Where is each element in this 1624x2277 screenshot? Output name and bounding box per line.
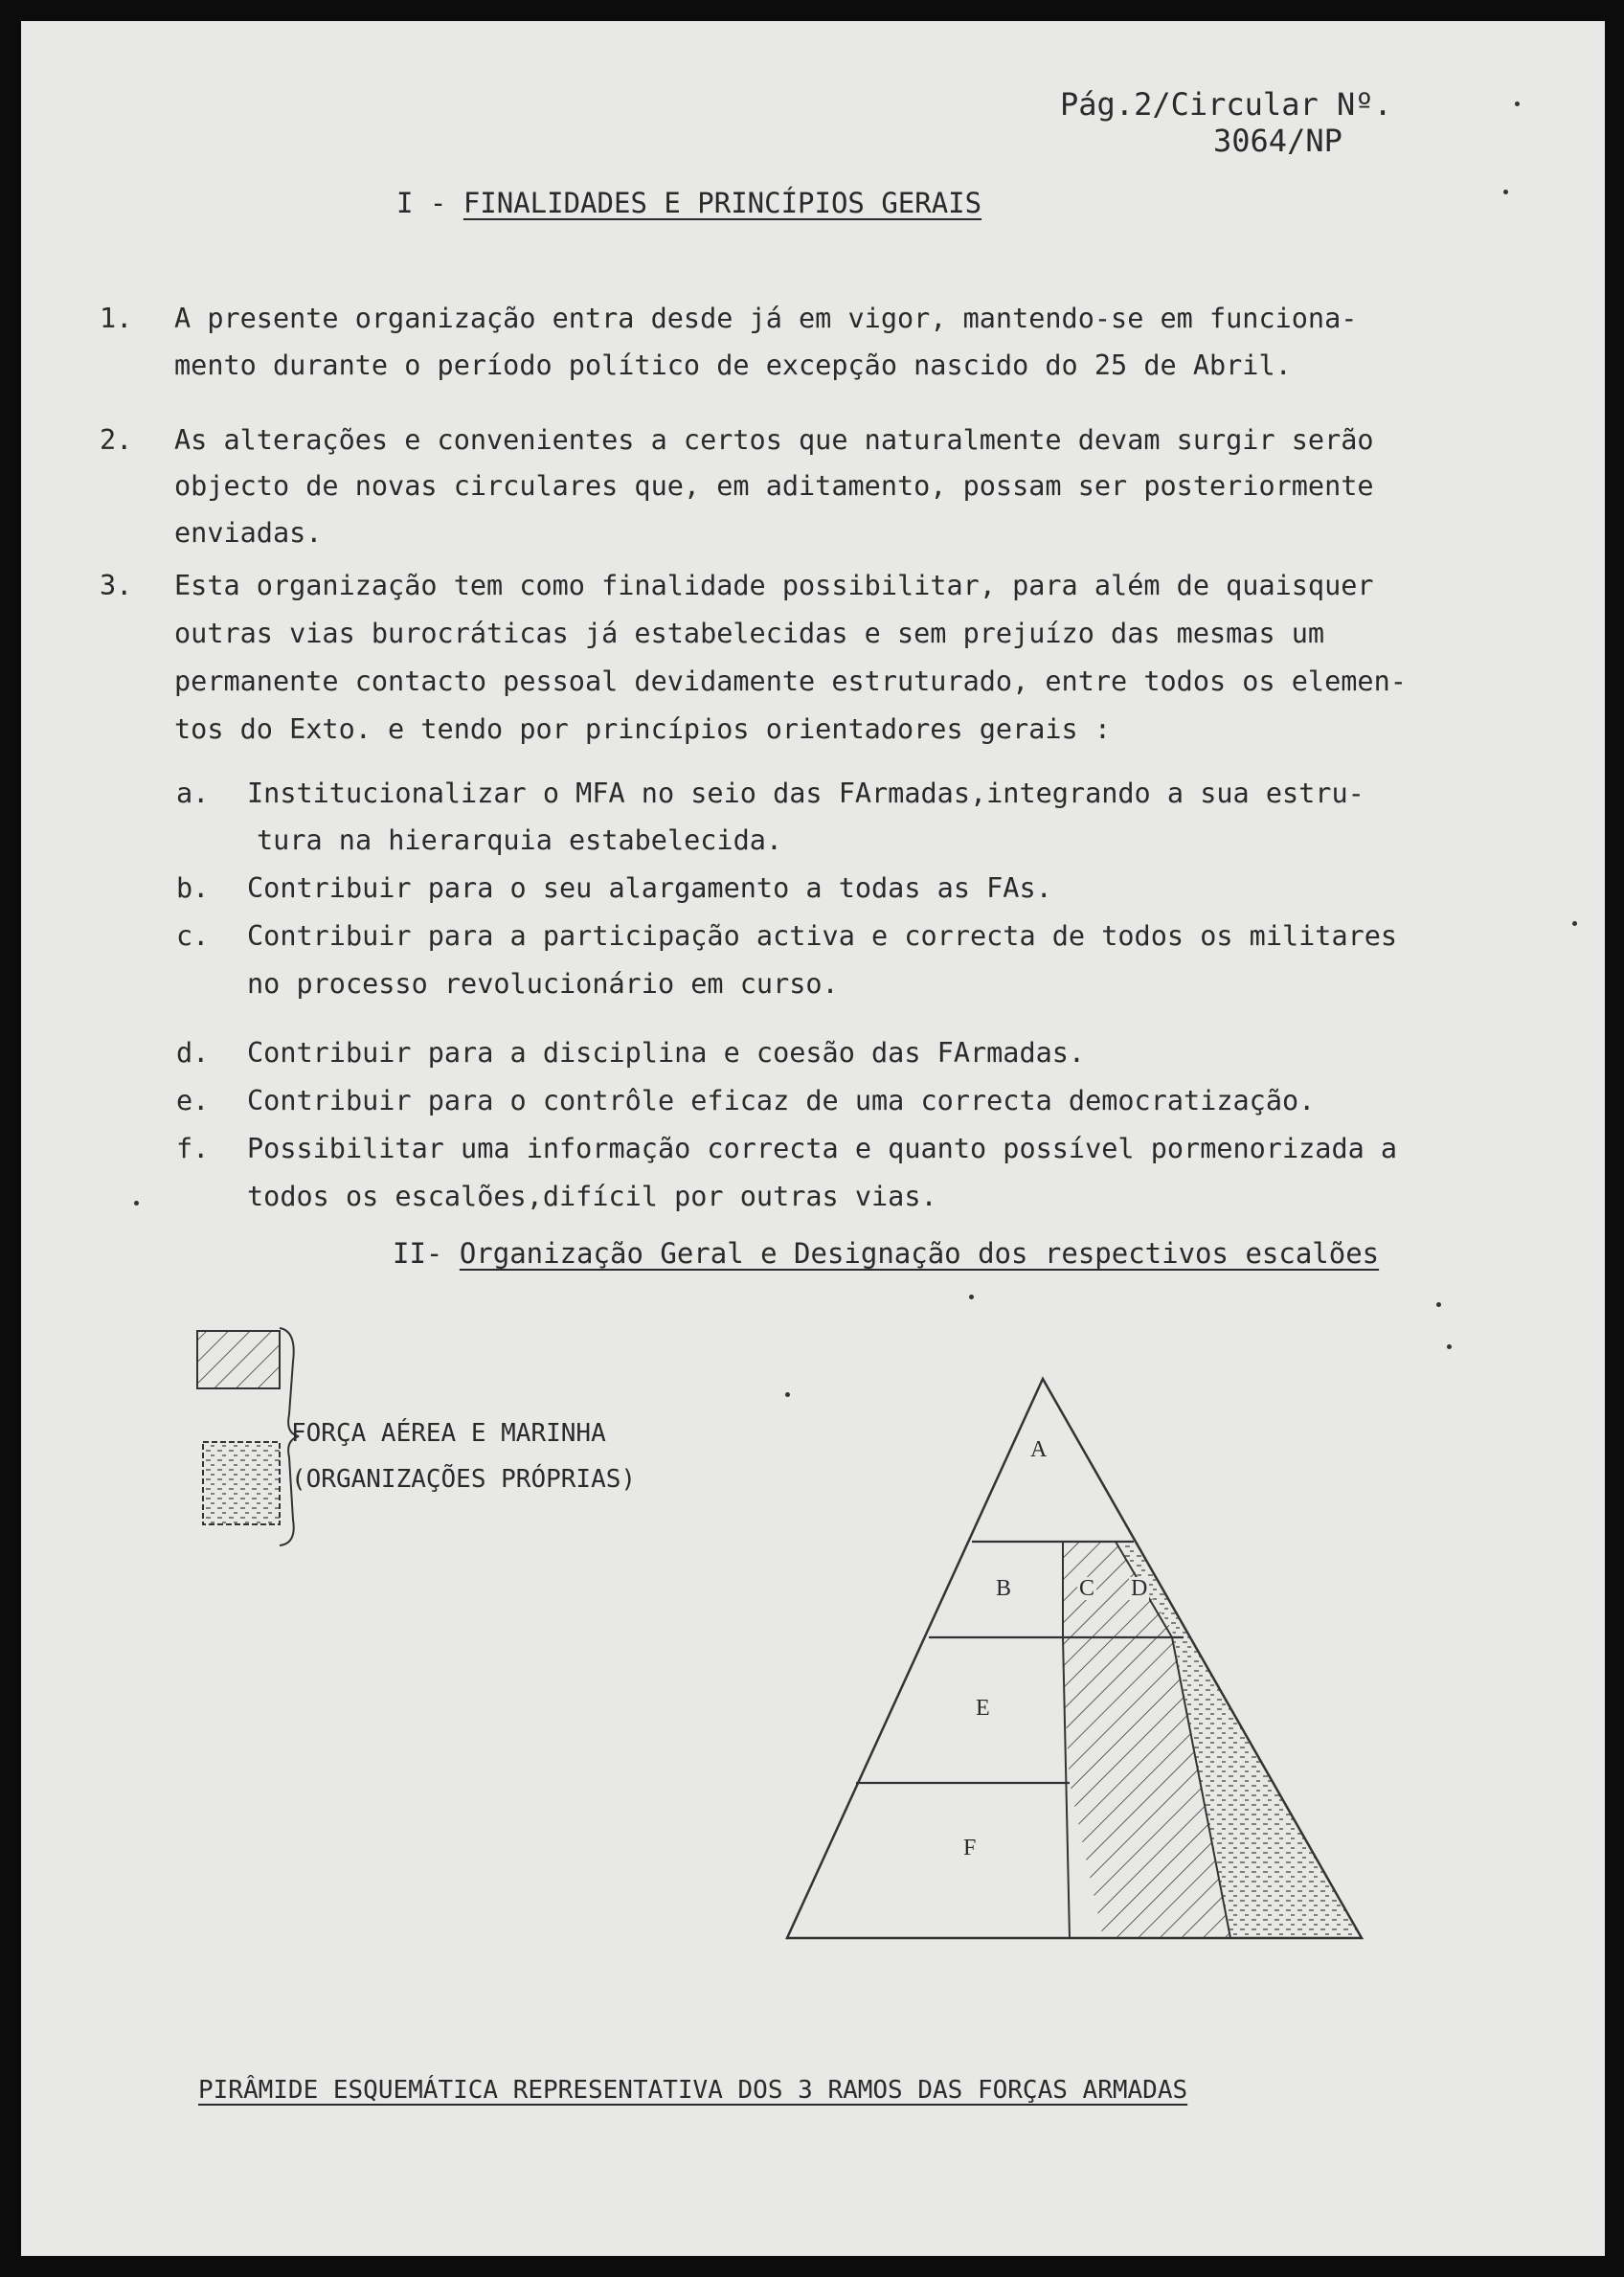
diagram-caption: PIRÂMIDE ESQUEMÁTICA REPRESENTATIVA DOS 3 RAMOS DAS FORÇAS ARMADAS [198, 2076, 1188, 2105]
item-2-number: 2. [100, 424, 133, 456]
pyramid-label-c: C [1079, 1576, 1095, 1601]
subitem-c-line-1: Contribuir para a participação activa e correcta de todos os militares [247, 920, 1398, 952]
item-2-line-3: enviadas. [174, 517, 323, 549]
pyramid-label-e: E [976, 1696, 990, 1721]
section-2-heading-prefix: II- [393, 1237, 460, 1270]
item-3-line-2: outras vias burocráticas já estabelecidas e sem prejuízo das mesmas um [174, 618, 1325, 649]
subitem-f-line-1: Possibilitar uma informação correcta e quanto possível pormenorizada a [247, 1133, 1398, 1164]
speck [1515, 101, 1520, 106]
subitem-e-line-1: Contribuir para o contrôle eficaz de uma correcta democratização. [247, 1085, 1316, 1116]
legend-hatched-swatch [197, 1331, 280, 1388]
speck [969, 1295, 974, 1299]
item-1-number: 1. [100, 303, 133, 334]
subitem-a-line-2: tura na hierarquia estabelecida. [257, 824, 783, 856]
section-1-heading-prefix: I - [396, 187, 463, 219]
subitem-a-line-1: Institucionalizar o MFA no seio das FArmadas,integrando a sua estru- [247, 778, 1365, 809]
legend-dotted-swatch [203, 1442, 280, 1524]
item-3-line-4: tos do Exto. e tendo por princípios orientadores gerais : [174, 713, 1112, 745]
section-2-heading-title: Organização Geral e Designação dos respectivos escalões [459, 1237, 1380, 1270]
legend-line-1: FORÇA AÉREA E MARINHA [291, 1419, 606, 1448]
speck [1436, 1302, 1441, 1307]
subitem-f-letter: f. [176, 1133, 210, 1164]
section-1-heading-title: FINALIDADES E PRINCÍPIOS GERAIS [462, 187, 982, 219]
subitem-f-line-2: todos os escalões,difícil por outras vias. [247, 1181, 937, 1212]
speck [1572, 921, 1577, 926]
pyramid-label-d: D [1131, 1576, 1148, 1601]
legend-line-2: (ORGANIZAÇÕES PRÓPRIAS) [291, 1465, 637, 1494]
subitem-b-letter: b. [176, 872, 210, 904]
pyramid-label-f: F [963, 1836, 977, 1860]
speck [134, 1201, 139, 1206]
item-1-line-1: A presente organização entra desde já em vigor, mantendo-se em funciona- [174, 303, 1358, 334]
document-page [21, 21, 1605, 2256]
subitem-d-letter: d. [176, 1037, 210, 1069]
pyramid-label-a: A [1030, 1437, 1048, 1462]
circular-number: 3064/NP [1213, 123, 1342, 159]
pyramid-diagram [21, 21, 1605, 2256]
speck [1447, 1344, 1452, 1349]
subitem-c-line-2: no processo revolucionário em curso. [247, 968, 839, 1000]
item-2-line-2: objecto de novas circulares que, em aditamento, possam ser posteriormente [174, 470, 1374, 502]
page-reference: Pág.2/Circular Nº. [1060, 86, 1392, 123]
speck [1503, 190, 1508, 194]
subitem-a-letter: a. [176, 778, 210, 809]
pyramid-label-b: B [996, 1576, 1012, 1601]
subitem-c-letter: c. [176, 920, 210, 952]
item-1-line-2: mento durante o período político de excepção nascido do 25 de Abril. [174, 349, 1292, 381]
subitem-d-line-1: Contribuir para a disciplina e coesão das FArmadas. [247, 1037, 1086, 1069]
speck [785, 1392, 790, 1397]
item-3-line-3: permanente contacto pessoal devidamente estruturado, entre todos os elemen- [174, 665, 1407, 697]
item-3-line-1: Esta organização tem como finalidade possibilitar, para além de quaisquer [174, 570, 1374, 601]
item-2-line-1: As alterações e convenientes a certos que naturalmente devam surgir serão [174, 424, 1374, 456]
subitem-b-line-1: Contribuir para o seu alargamento a todas as FAs. [247, 872, 1052, 904]
subitem-e-letter: e. [176, 1085, 210, 1116]
item-3-number: 3. [100, 570, 133, 601]
